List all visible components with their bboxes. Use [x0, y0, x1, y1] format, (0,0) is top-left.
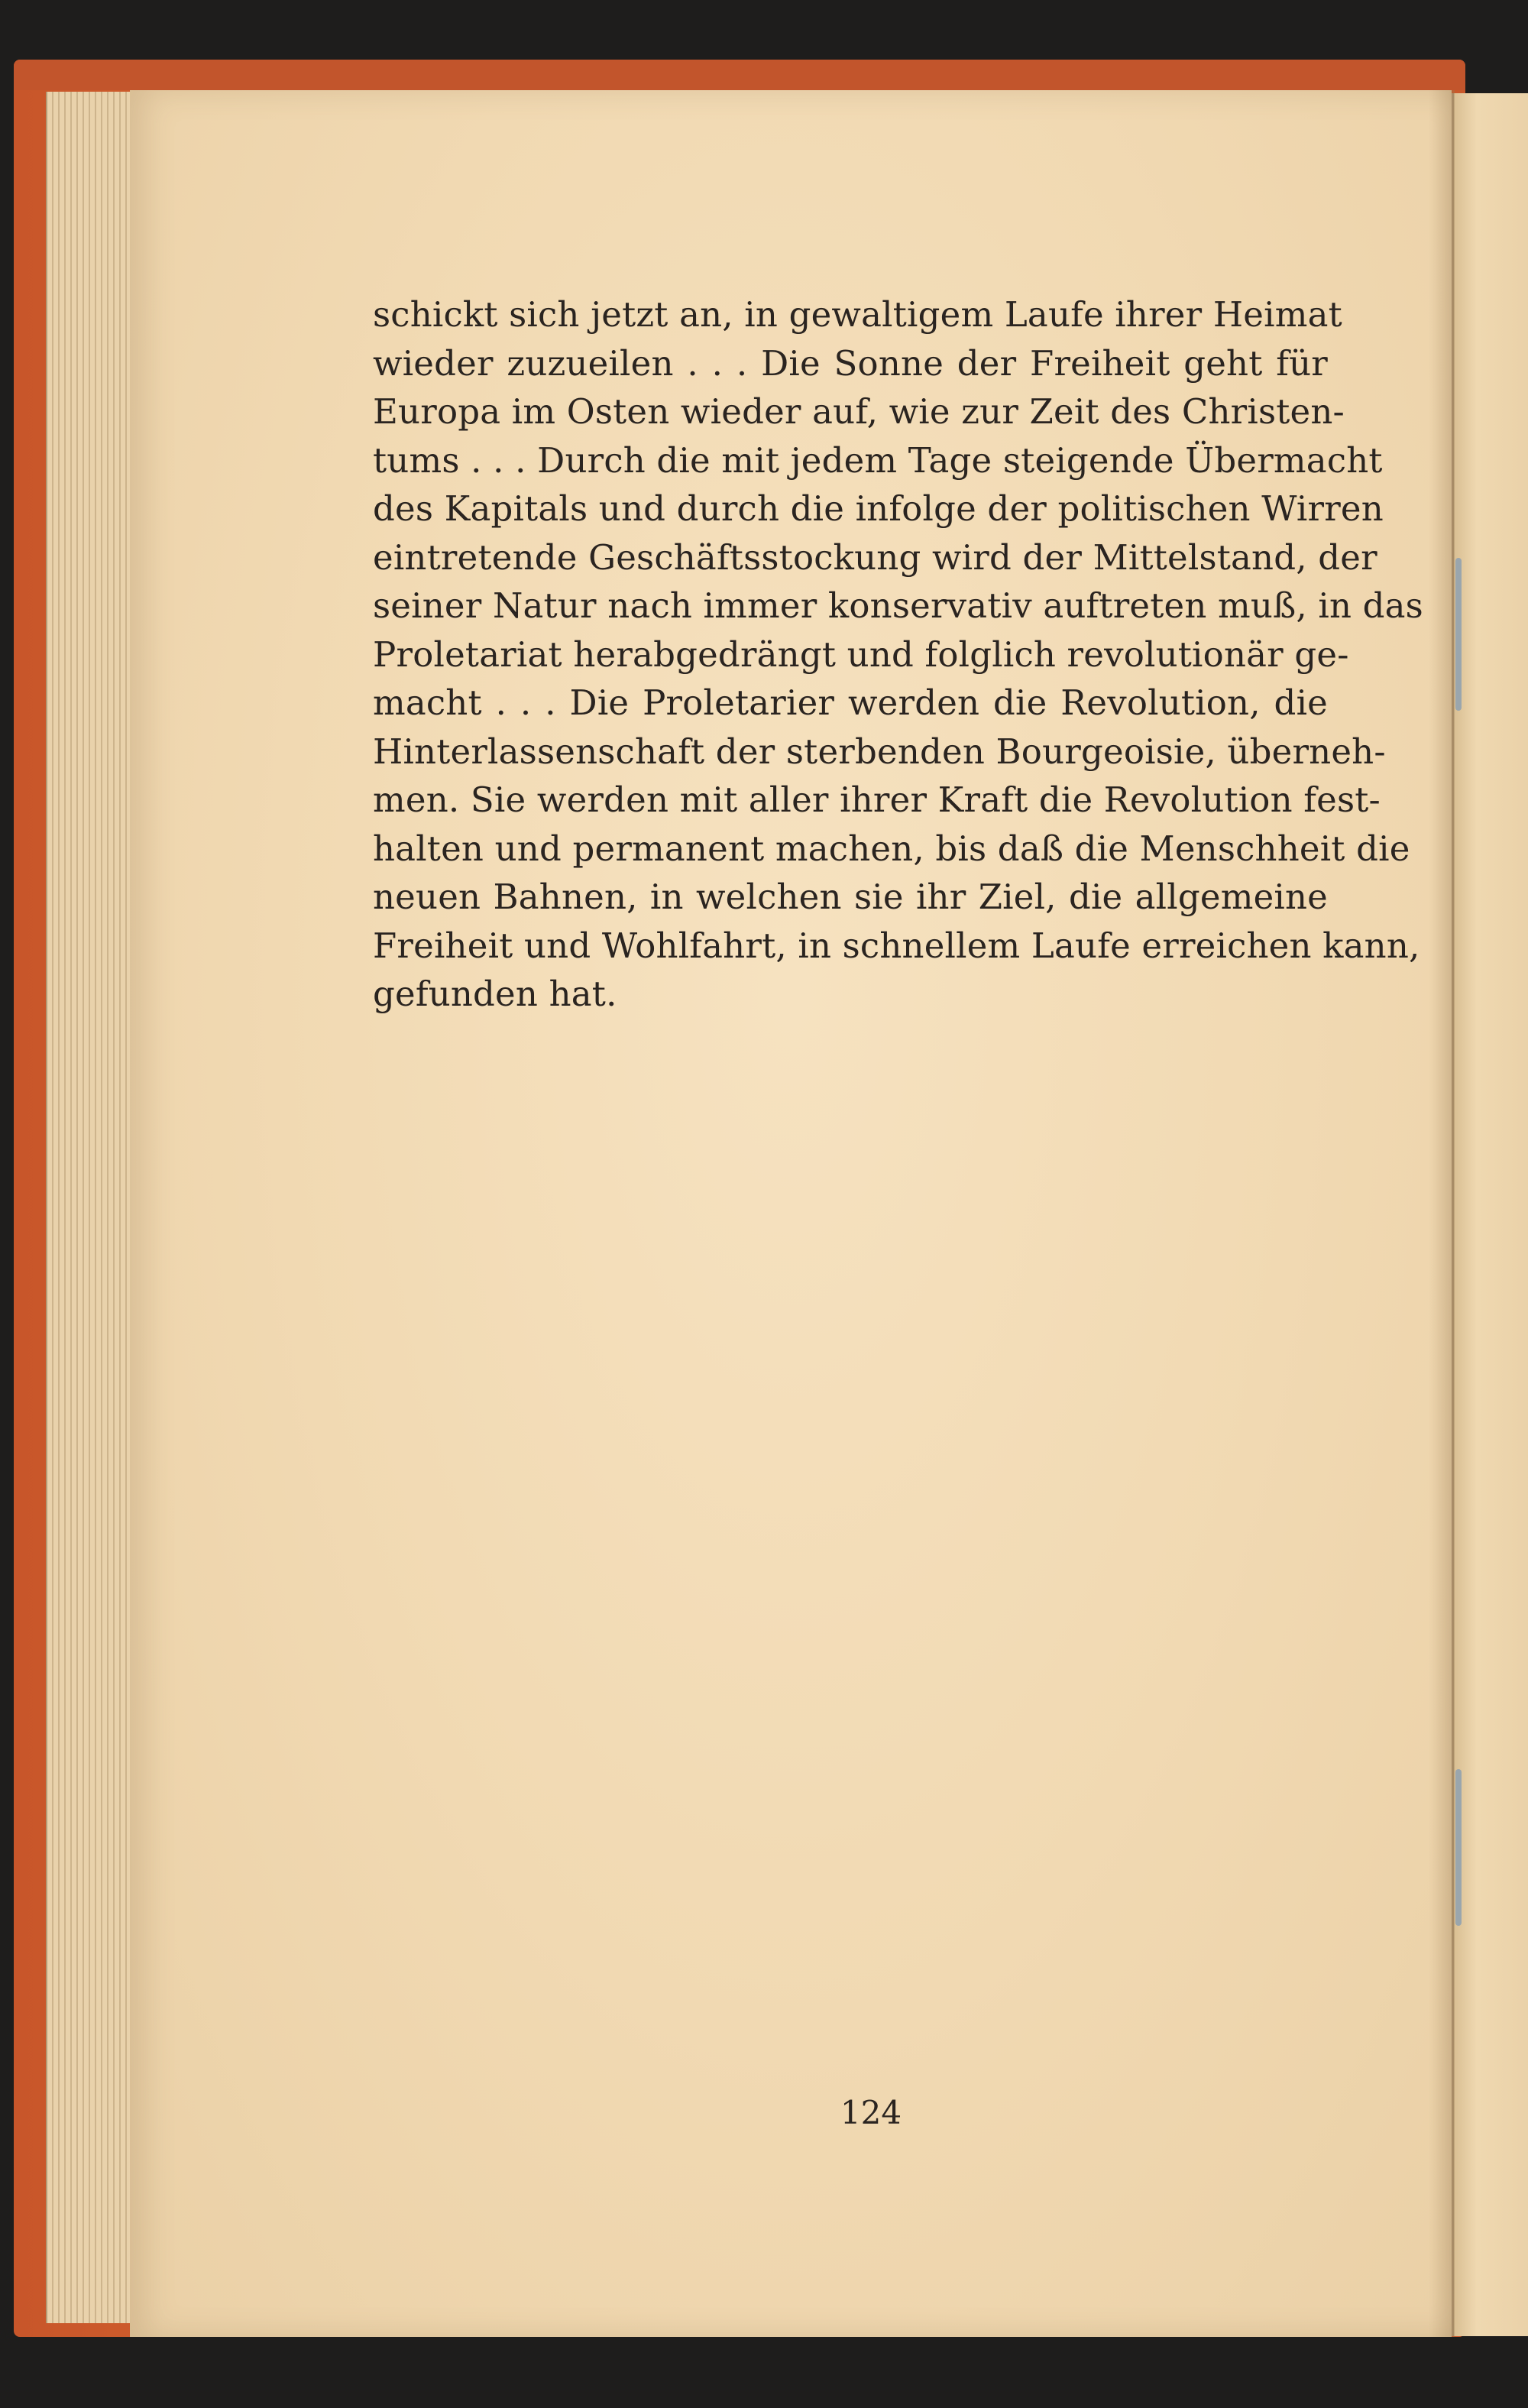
binding-thread-bottom: [1455, 1769, 1462, 1926]
gutter-shadow: [1429, 90, 1455, 2337]
page-number: 124: [840, 2094, 902, 2131]
text-line: schickt sich jetzt an, in gewaltigem Laufe ihrer Heimat: [373, 294, 1342, 335]
text-line: Hinterlassenschaft der sterbenden Bourgeoisie, überneh-: [373, 731, 1386, 772]
text-line: Freiheit und Wohlfahrt, in schnellem Laufe erreichen kann,: [373, 925, 1420, 966]
text-line: wieder zuzueilen . . . Die Sonne der Freiheit geht für: [373, 342, 1328, 384]
binding-thread-top: [1455, 558, 1462, 711]
text-line: neuen Bahnen, in welchen sie ihr Ziel, die allgemeine: [373, 877, 1328, 917]
text-line: des Kapitals und durch die infolge der politischen Wirren: [373, 488, 1384, 529]
text-line: Europa im Osten wieder auf, wie zur Zeit des Christen-: [373, 391, 1345, 432]
text-line: Proletariat herabgedrängt und folglich revolutionär ge-: [373, 634, 1349, 675]
body-text: [373, 290, 1423, 1019]
text-line: halten und permanent machen, bis daß die Menschheit die: [373, 828, 1410, 869]
text-line: eintretende Geschäftsstockung wird der Mittelstand, der: [373, 536, 1377, 578]
text-line: macht . . . Die Proletarier werden die Revolution, die: [373, 682, 1328, 723]
text-line: tums . . . Durch die mit jedem Tage steigende Übermacht: [373, 439, 1383, 481]
text-line: men. Sie werden mit aller ihrer Kraft die Revolution fest-: [373, 779, 1381, 820]
facing-page-edge: [1452, 93, 1528, 2336]
cover-top-edge: [14, 60, 1465, 90]
text-line: gefunden hat.: [373, 974, 617, 1014]
text-line: seiner Natur nach immer konservativ auftreten muß, in das: [373, 585, 1423, 626]
